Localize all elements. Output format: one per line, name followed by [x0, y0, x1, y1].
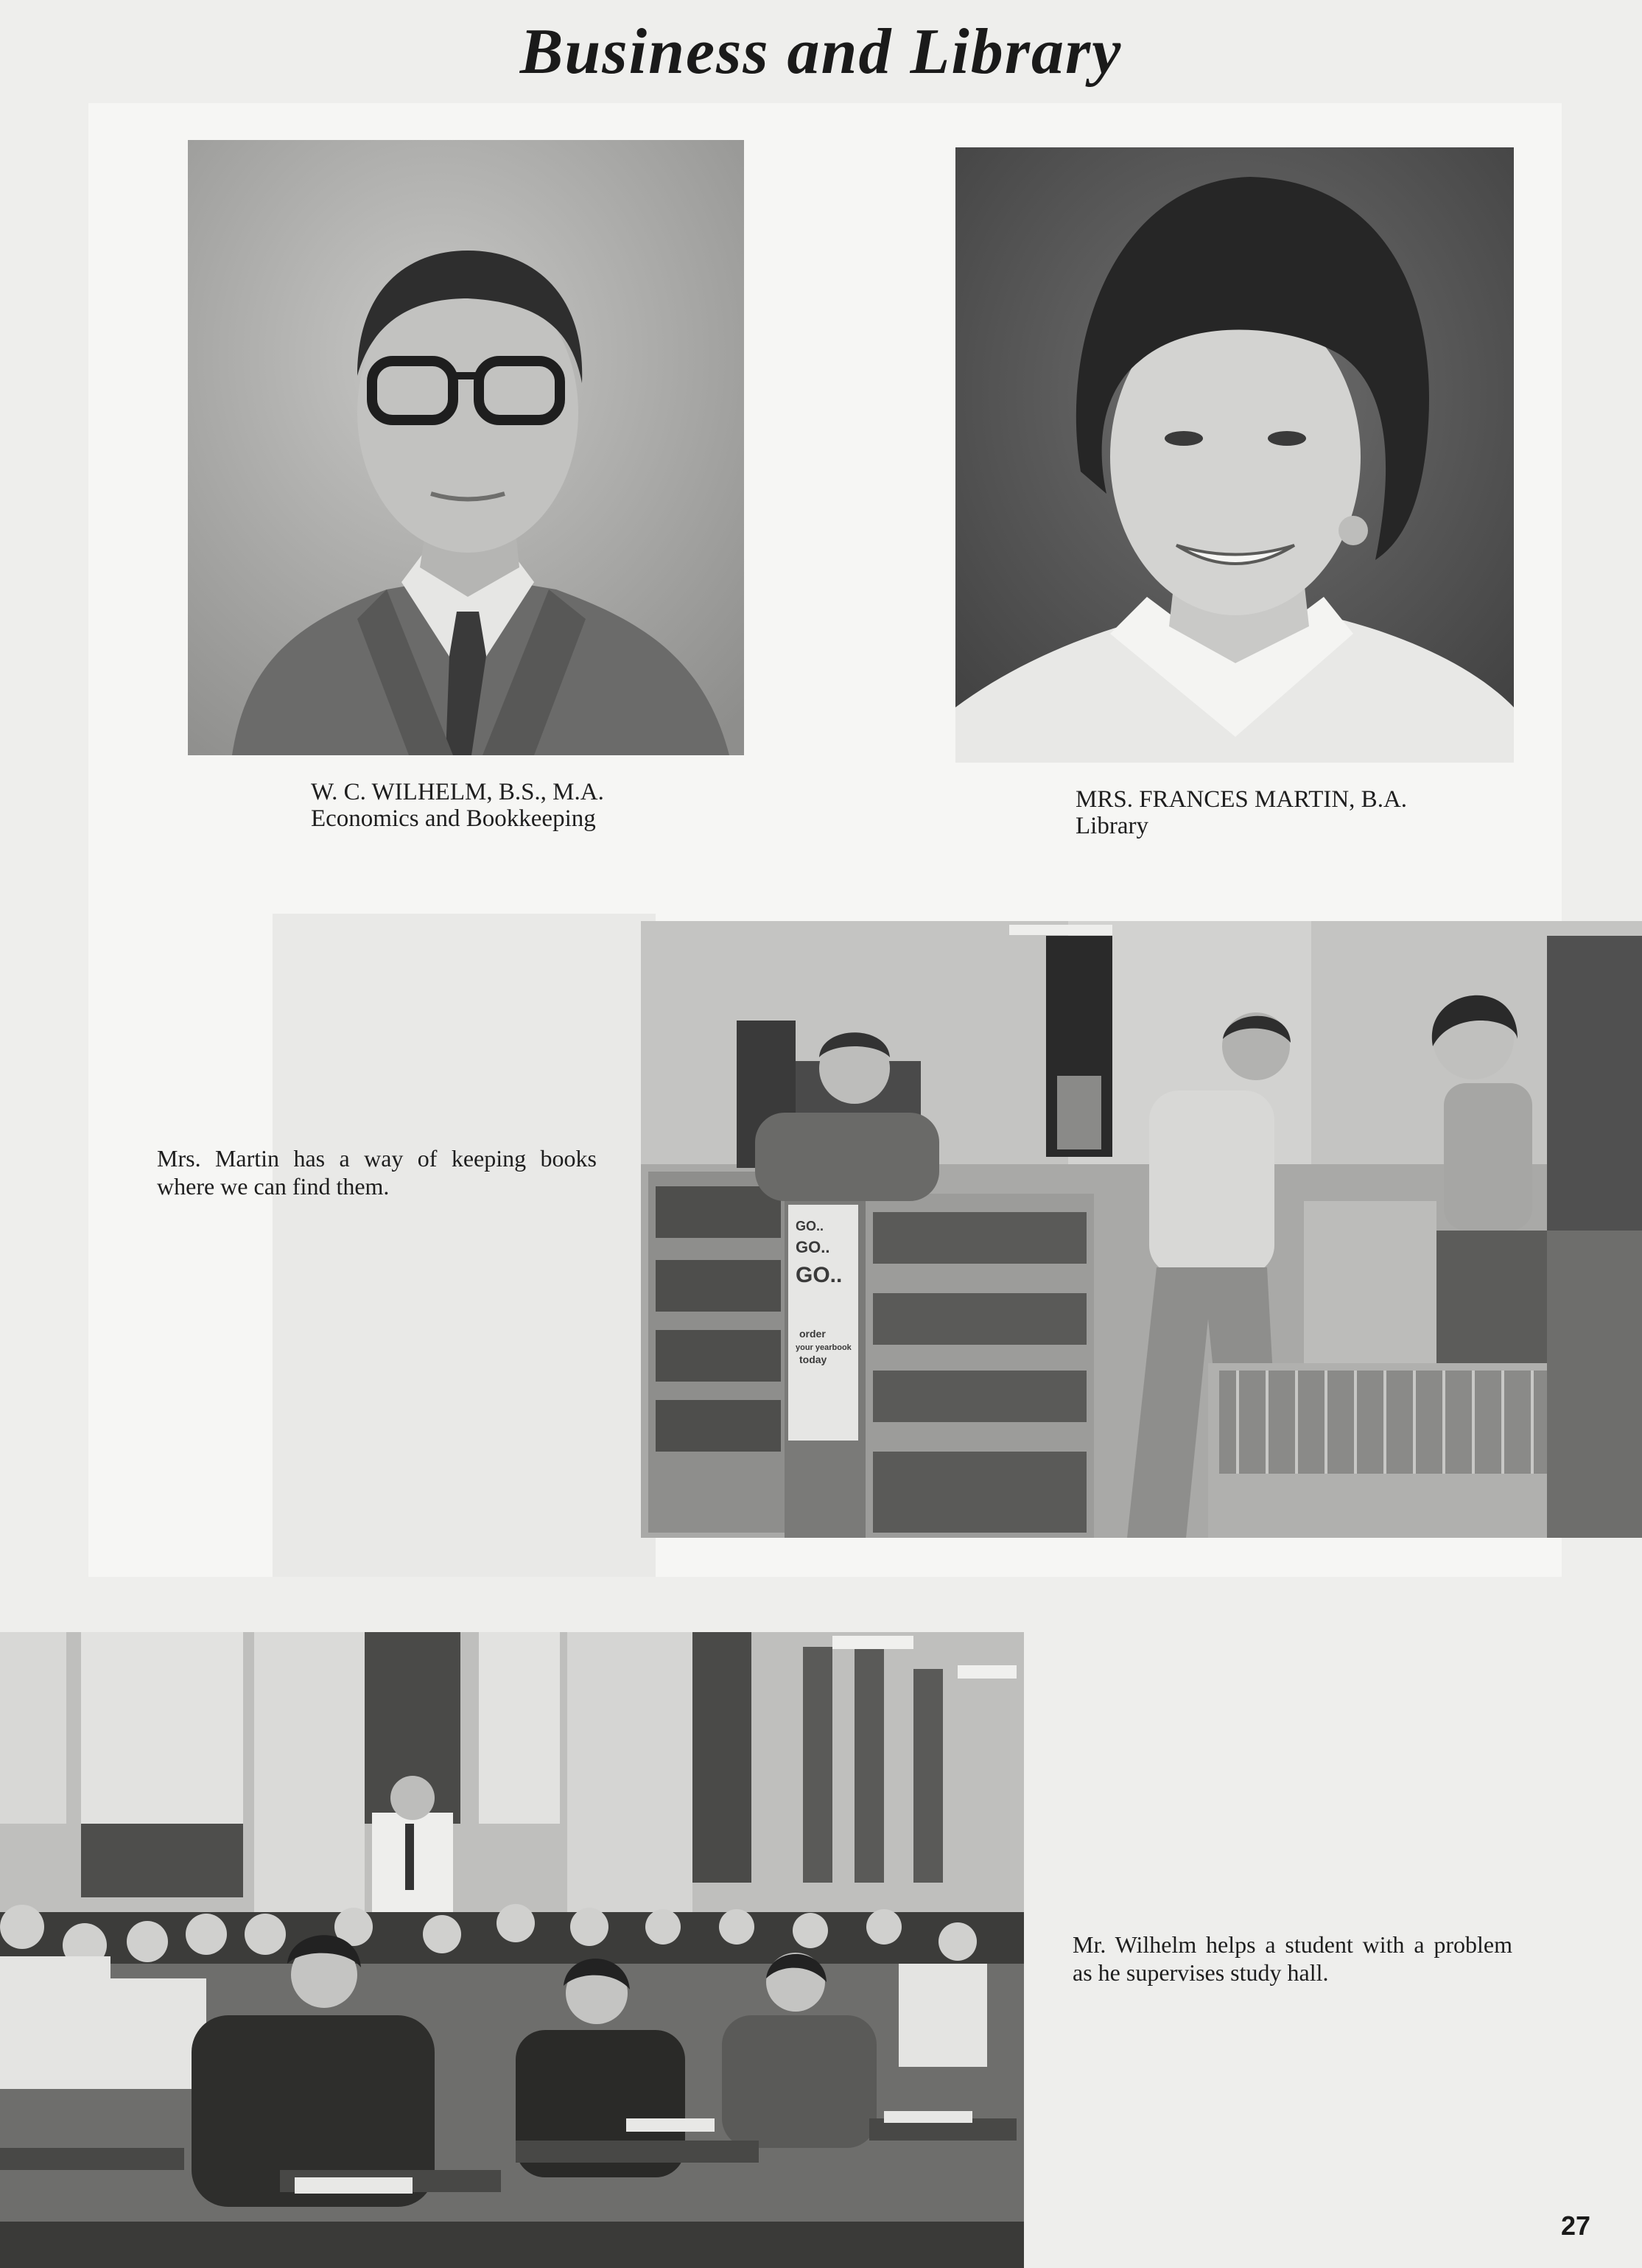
portrait-wilhelm [188, 140, 744, 755]
martin-name: MRS. FRANCES MARTIN, B.A. [1076, 786, 1408, 813]
study-hall-caption: Mr. Wilhelm helps a student with a problem as he supervises study hall. [1073, 1931, 1512, 1986]
poster-line-3: GO.. [796, 1263, 843, 1287]
poster-line-4: order [799, 1328, 826, 1340]
page-number: 27 [1560, 2211, 1590, 2241]
portrait-martin [955, 147, 1514, 763]
poster-line-6: today [799, 1354, 827, 1365]
poster-line-2: GO.. [796, 1238, 830, 1256]
wilhelm-role: Economics and Bookkeeping [311, 805, 596, 832]
study-hall-photo [0, 1632, 1024, 2268]
page-title: Business and Library [519, 16, 1123, 88]
caption-panel [273, 914, 656, 1577]
caption-martin [1076, 786, 1407, 839]
poster-line-1: GO.. [796, 1219, 824, 1233]
martin-role: Library [1076, 813, 1148, 839]
caption-wilhelm [311, 779, 604, 832]
library-photo [641, 921, 1642, 1538]
poster-line-5: your yearbook [796, 1343, 852, 1352]
wilhelm-name: W. C. WILHELM, B.S., M.A. [311, 779, 604, 805]
library-caption: Mrs. Martin has a way of keeping books where we can find them. [157, 1145, 597, 1200]
